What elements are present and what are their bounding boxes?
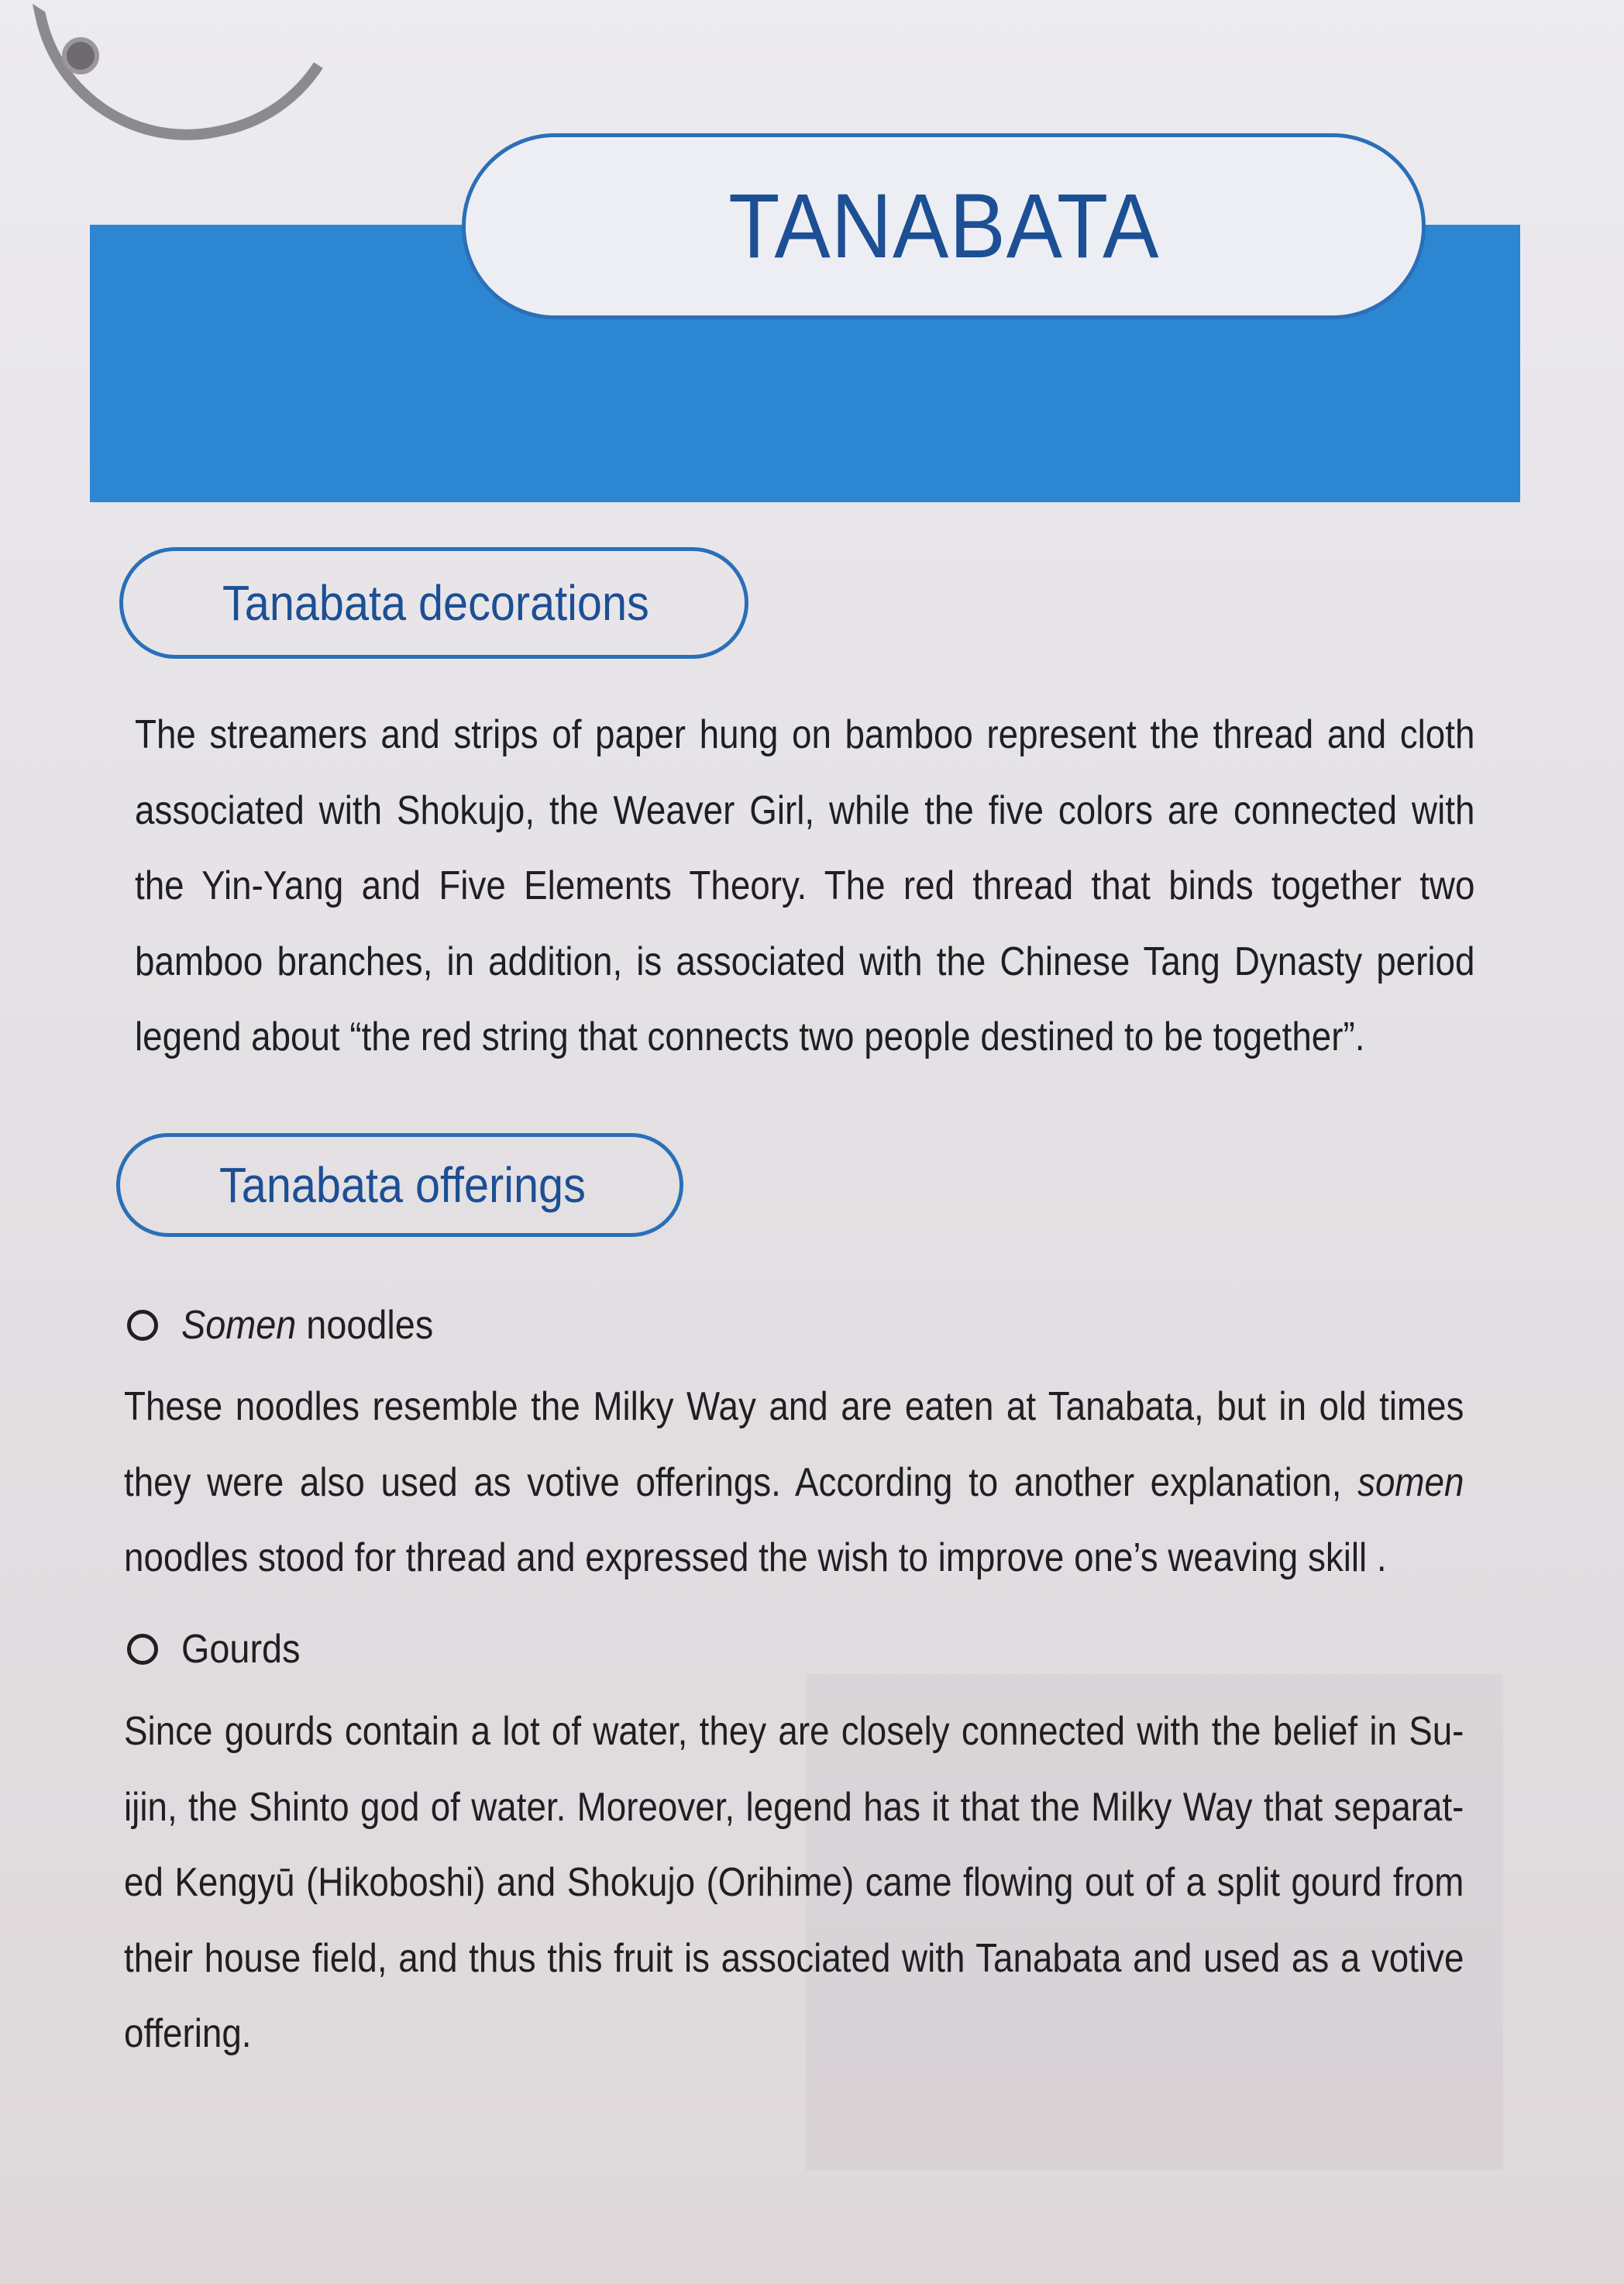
circle-bullet-icon (127, 1634, 158, 1665)
section-heading-offerings (116, 1133, 683, 1237)
offering-item-somen (127, 1302, 461, 1349)
binder-ring-icon (33, 0, 377, 169)
offering-item-gourds (127, 1626, 314, 1673)
circle-bullet-icon (127, 1310, 158, 1341)
somen-paragraph (124, 1369, 1464, 1597)
gourds-text: Since gourds contain a lot of water, they are closely connected with the belief in Su-ijin, the Shinto god of water. Moreover, legend has it that the Milky Way that separat-ed Kengyū (Hikoboshi) and Shokujo (Orihime) came flowing out of a split gourd from their house field, and thus this fruit is associated with Tanabata and used as a votive offering. (124, 1709, 1464, 2056)
somen-text: These noodles resemble the Milky Way and are eaten at Tanabata, but in old times they were also used as votive offerings. According to another explanation, somen noodles stood for thread and expressed the wish to improve one’s weaving skill . (124, 1384, 1464, 1580)
section-heading-label: Tanabata decorations (222, 575, 649, 631)
decorations-paragraph (135, 698, 1475, 1076)
page-title: TANABATA (728, 175, 1160, 277)
section-heading-label: Tanabata offerings (219, 1157, 586, 1213)
ring-hole-icon (62, 37, 99, 74)
offering-name: Somen noodles (181, 1303, 434, 1348)
gourds-paragraph (124, 1694, 1464, 2072)
offering-name: Gourds (181, 1627, 301, 1672)
title-box (462, 133, 1426, 319)
decorations-text: The streamers and strips of paper hung on bamboo represent the thread and cloth associated with Shokujo, the Weaver Girl, while the five colors are connected with the Yin-Yang and Five Elements Theory. The red thread that binds together two bamboo branches, in addition, is associated with the Chinese Tang Dynasty period legend about “the red string that connects two people destined to be together”. (135, 712, 1475, 1059)
section-heading-decorations (119, 547, 748, 659)
